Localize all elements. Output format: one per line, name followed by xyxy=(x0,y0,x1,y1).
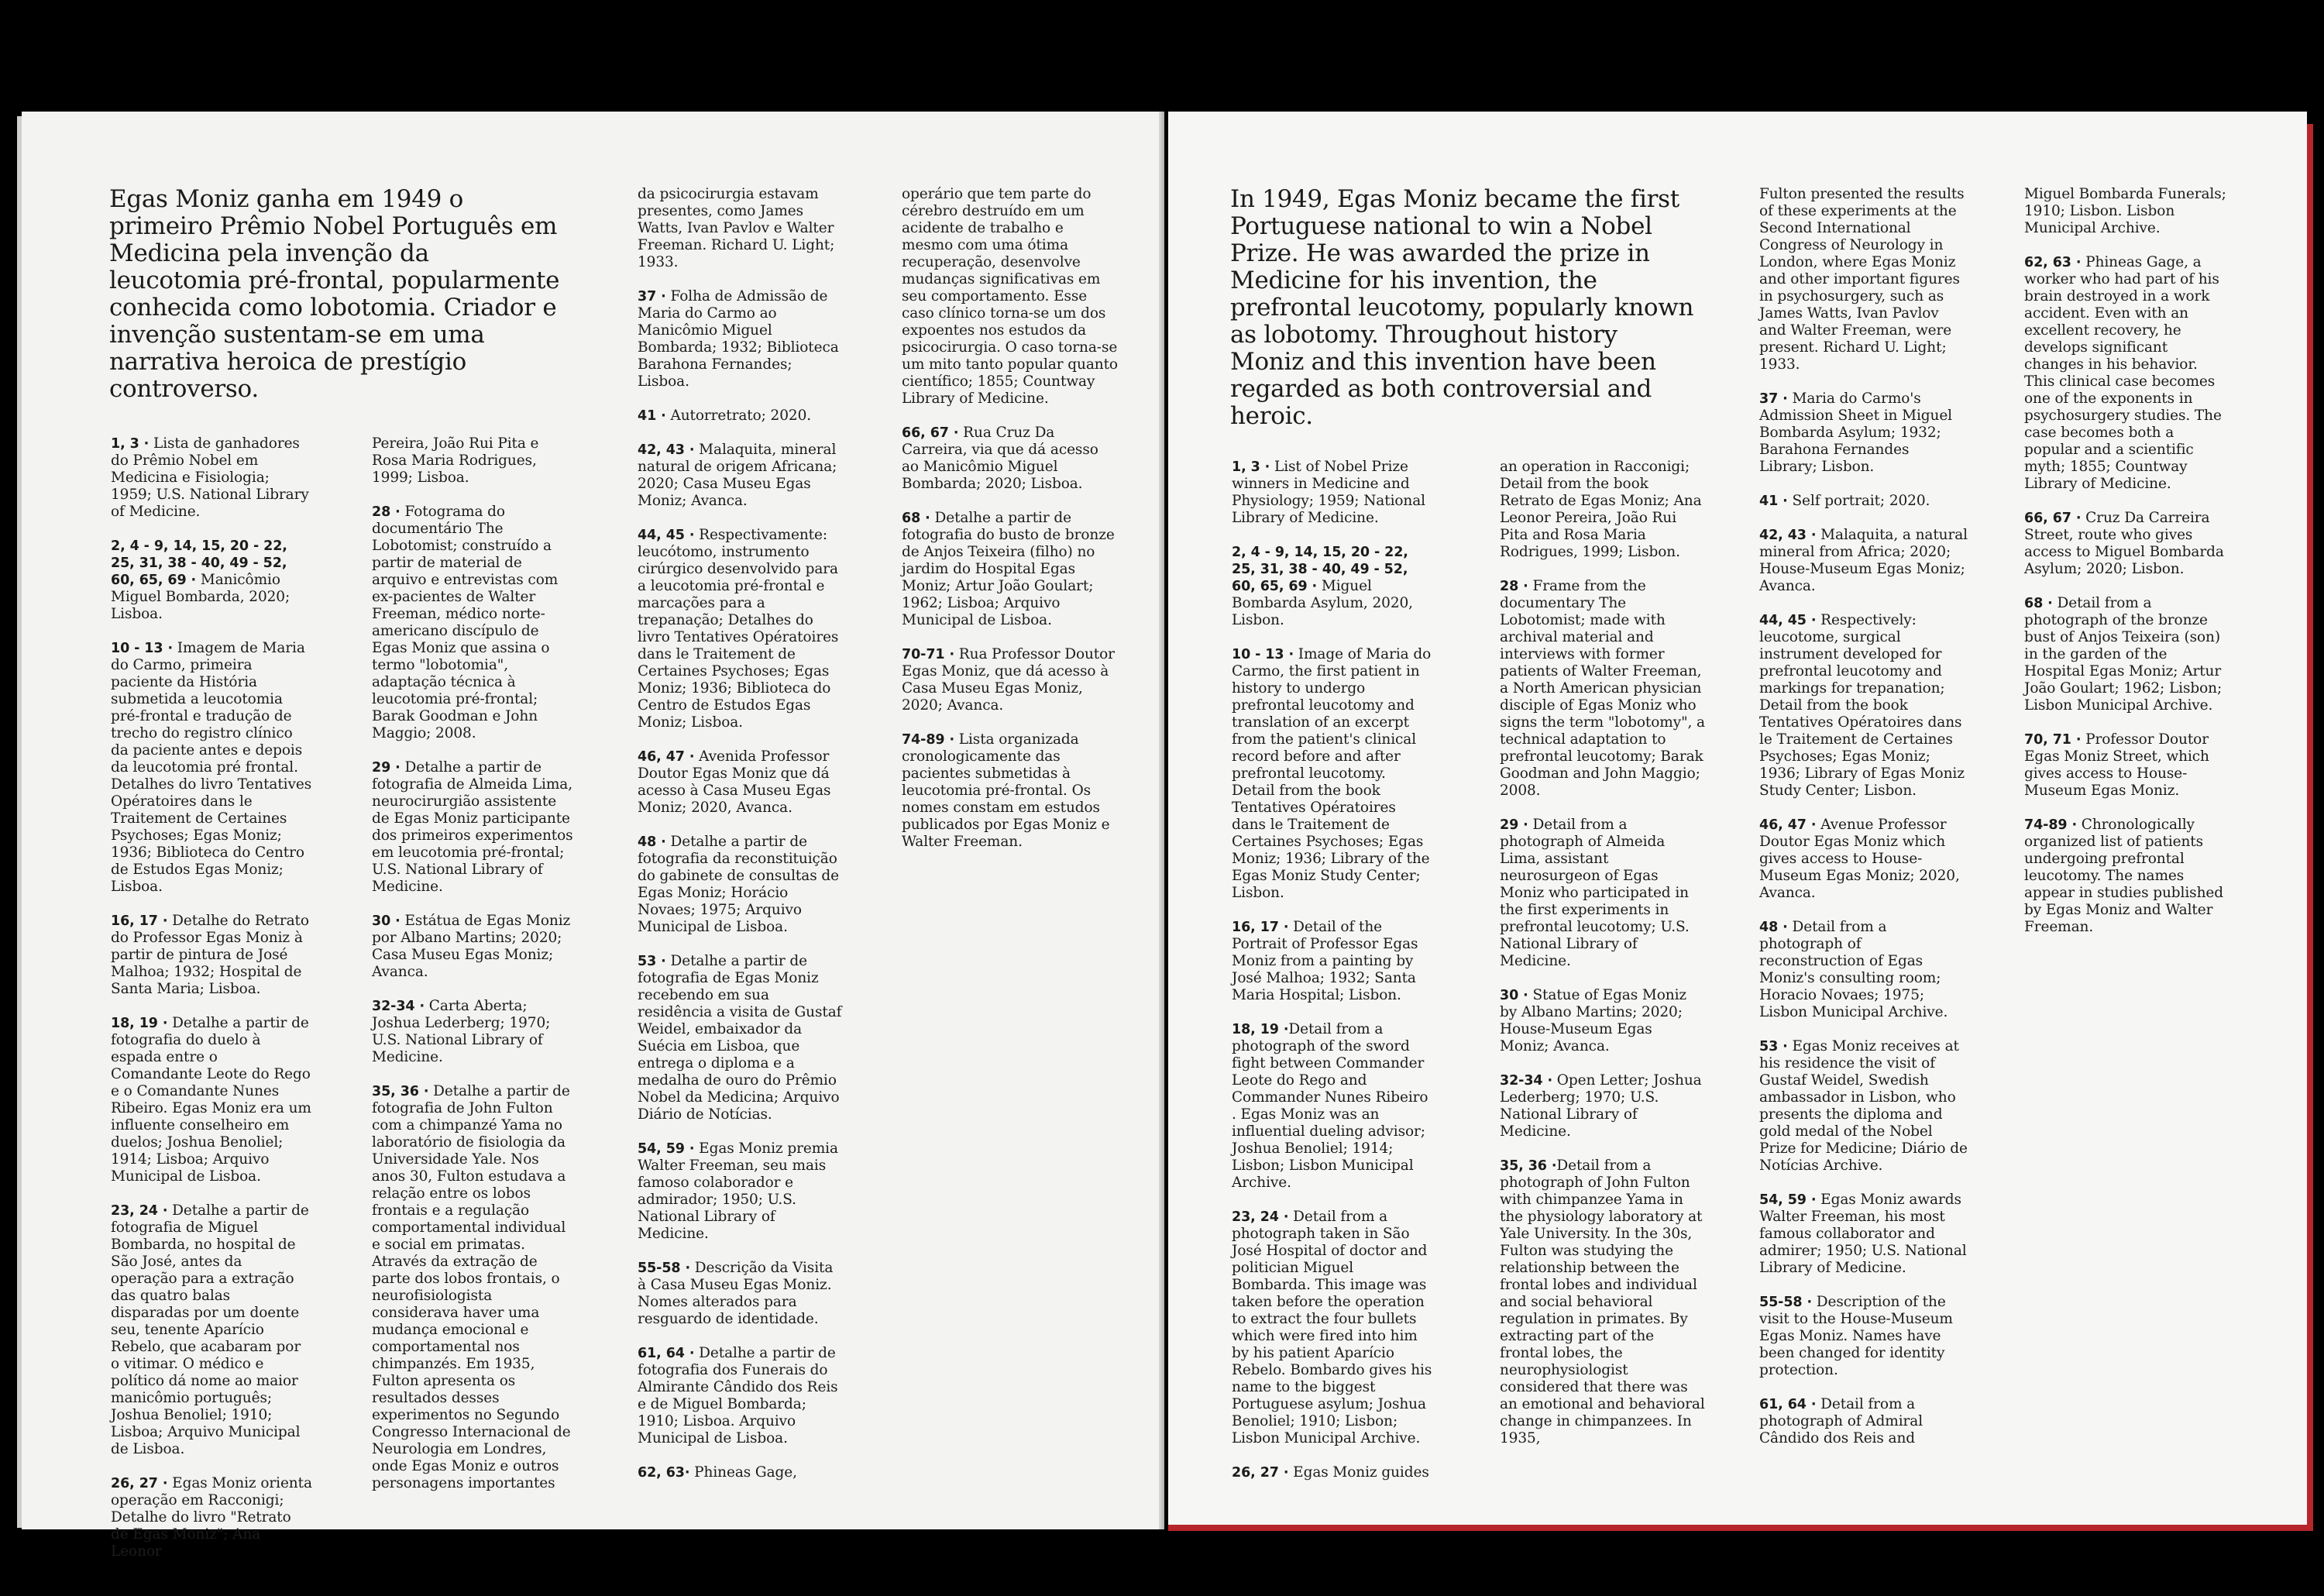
caption-entry xyxy=(638,1464,845,1481)
caption-entry xyxy=(1759,1294,1968,1379)
caption-ref-numbers: 2, 4 - 9, 14, 15, 20 - 22, 25, 31, 38 - 40, 49 - 52, 60, 65, 69 · xyxy=(111,538,287,588)
caption-entry xyxy=(372,1083,573,1492)
caption-ref-numbers: 28 · xyxy=(372,504,401,520)
caption-ref-numbers: 16, 17 · xyxy=(111,913,168,929)
caption-entry xyxy=(638,442,845,510)
caption-ref-numbers: 1, 3 · xyxy=(111,436,150,452)
caption-text: Detalhe a partir de fotografia de Almeida Lima, neurocirurgião assistente de Egas Moniz participante dos primeiros experimentos em leucotomia pré-frontal; U.S. National Library of Medicine. xyxy=(372,759,573,895)
caption-ref-numbers: 44, 45 · xyxy=(638,528,695,543)
caption-entry xyxy=(1232,1209,1433,1447)
caption-entry xyxy=(1759,186,1968,373)
caption-text: Pereira, João Rui Pita e Rosa Maria Rodrigues, 1999; Lisboa. xyxy=(372,435,539,486)
caption-entry xyxy=(1759,493,1968,510)
caption-ref-numbers: 53 · xyxy=(638,954,666,969)
caption-text: Avenida Professor Doutor Egas Moniz que dá acesso à Casa Museu Egas Moniz; 2020, Avanca. xyxy=(638,748,831,816)
caption-text: Detail from a photograph of the bronze bust of Anjos Teixeira (son) in the garden of the Hospital Egas Moniz; Artur João Goulart; 1962; Lisbon; Lisbon Municipal Archive. xyxy=(2024,595,2223,714)
intro-heading-pt: Egas Moniz ganha em 1949 o primeiro Prêmio Nobel Português em Medicina pela invenção da leucotomia pré-frontal, popularmente conhecida como lobotomia. Criador e invenção sustentam-se em uma narrativa heroica de prestígio controverso. xyxy=(109,185,560,403)
caption-entry xyxy=(2024,731,2229,800)
caption-entry xyxy=(1232,646,1433,902)
caption-text: Phineas Gage, a worker who had part of his brain destroyed in a work accident. Even with an excellent recovery, he develops significant changes in his behavior. This clinical case becomes one of the exponents in psychosurgery studies. The case becomes both a popular and a scientific myth; 1855; Countway Library of Medicine. xyxy=(2024,254,2222,492)
caption-entry xyxy=(2024,595,2229,714)
caption-text: Descrição da Visita à Casa Museu Egas Moniz. Nomes alterados para resguardo de identidade. xyxy=(638,1260,834,1327)
caption-ref-numbers: 29 · xyxy=(1500,817,1528,833)
caption-entry xyxy=(1232,1464,1433,1481)
caption-ref-numbers: 23, 24 · xyxy=(1232,1209,1289,1225)
caption-text: Detail from a photograph of Almeida Lima, assistant neurosurgeon of Egas Moniz who participated in the first experiments in prefrontal leucotomy; U.S. National Library of Medicine. xyxy=(1500,817,1690,969)
caption-entry xyxy=(638,186,845,271)
caption-entry xyxy=(111,1475,312,1560)
caption-column-4 xyxy=(2024,186,2229,953)
caption-ref-numbers: 54, 59 · xyxy=(638,1141,695,1157)
caption-ref-numbers: 46, 47 · xyxy=(638,749,695,765)
right-page xyxy=(1168,112,2307,1529)
caption-ref-numbers: 10 - 13 · xyxy=(111,641,173,656)
caption-entry xyxy=(902,731,1119,851)
caption-entry xyxy=(111,1015,312,1185)
caption-ref-numbers: 68 · xyxy=(2024,596,2053,611)
caption-entry xyxy=(372,998,573,1066)
caption-text: Imagem de Maria do Carmo, primeira paciente da História submetida a leucotomia pré-frontal e tradução de trecho do registro clínico da paciente antes e depois da leucotomia pré frontal. Detalhes do livro Tentatives Opératoires dans le Traitement de Certaines Psychoses; Egas Moniz; 1936; Biblioteca do Centro de Estudos Egas Moniz; Lisboa. xyxy=(111,640,312,895)
caption-ref-numbers: 29 · xyxy=(372,760,401,776)
caption-entry xyxy=(372,759,573,896)
caption-entry xyxy=(1232,1021,1433,1192)
caption-ref-numbers: 30 · xyxy=(372,913,401,929)
caption-ref-numbers: 48 · xyxy=(638,834,666,850)
caption-column-1 xyxy=(1232,459,1433,1498)
caption-text: Autorretrato; 2020. xyxy=(665,408,812,424)
caption-ref-numbers: 30 · xyxy=(1500,988,1528,1003)
caption-entry xyxy=(638,1345,845,1447)
caption-ref-numbers: 61, 64 · xyxy=(638,1346,695,1361)
caption-text: Egas Moniz guides xyxy=(1288,1464,1429,1481)
caption-entry xyxy=(1500,459,1705,561)
caption-text: Phineas Gage, xyxy=(689,1464,797,1481)
caption-entry xyxy=(2024,510,2229,578)
caption-ref-numbers: 70, 71 · xyxy=(2024,732,2082,748)
caption-entry xyxy=(111,640,312,896)
caption-text: Estátua de Egas Moniz por Albano Martins; 2020; Casa Museu Egas Moniz; Avanca. xyxy=(372,913,571,980)
caption-entry xyxy=(638,953,845,1123)
left-page xyxy=(22,112,1164,1560)
caption-ref-numbers: 35, 36 · xyxy=(372,1084,429,1099)
caption-ref-numbers: 61, 64 · xyxy=(1759,1397,1817,1412)
caption-text: Respectivamente: leucótomo, instrumento cirúrgico desenvolvido para a leucotomia pré-frontal e marcações para a trepanação; Detalhes do livro Tentatives Opératoires dans le Traitement de Certaines Psychoses; Egas Moniz; 1936; Biblioteca do Centro de Estudos Egas Moniz; Lisboa. xyxy=(638,527,839,731)
caption-text: Detail from a photograph taken in São José Hospital of doctor and politician Miguel Bombarda. This image was taken before the operation to extract the four bullets which were fired into him by his patient Aparício Rebelo. Bombardo gives his name to the biggest Portuguese asylum; Joshua Benoliel; 1910; Lisbon; Lisbon Municipal Archive. xyxy=(1232,1209,1432,1446)
caption-ref-numbers: 70-71 · xyxy=(902,647,955,662)
caption-ref-numbers: 41 · xyxy=(638,408,666,424)
caption-text: Egas Moniz awards Walter Freeman, his most famous collaborator and admirer; 1950; U.S. National Library of Medicine. xyxy=(1759,1192,1967,1276)
caption-text: Detalhe a partir de fotografia de John Fulton com a chimpanzé Yama no laboratório de fisiologia da Universidade Yale. Nos anos 30, Fulton estudava a relação entre os lobos frontais e a regulação comportamental individual e social em primatas. Através da extração de parte dos lobos frontais, o neurofisiologista considerava haver uma mudança emocional e comportamental nos chimpanzés. Em 1935, Fulton apresenta os resultados desses experimentos no Segundo Congresso Internacional de Neurologia em Londres, onde Egas Moniz e outros personagens importantes xyxy=(372,1083,571,1491)
caption-text: an operation in Racconigi; Detail from the book Retrato de Egas Moniz; Ana Leonor Pereira, João Rui Pita and Rosa Maria Rodrigues, 1999; Lisbon. xyxy=(1500,459,1702,560)
caption-text: Frame from the documentary The Lobotomist; made with archival material and interviews with former patients of Walter Freeman, a North American physician disciple of Egas Moniz who signs the term "lobotomy", a technical adaptation to prefrontal leucotomy; Barak Goodman and John Maggio; 2008. xyxy=(1500,578,1705,799)
caption-ref-numbers: 74-89 · xyxy=(902,732,955,748)
caption-ref-numbers: 18, 19 · xyxy=(111,1016,168,1031)
caption-entry xyxy=(1232,919,1433,1004)
caption-column-4 xyxy=(902,186,1119,868)
caption-entry xyxy=(1759,612,1968,800)
caption-text: Carta Aberta; Joshua Lederberg; 1970; U.S. National Library of Medicine. xyxy=(372,998,551,1065)
caption-text: Chronologically organized list of patients undergoing prefrontal leucotomy. The names appear in studies published by Egas Moniz and Walter Freeman. xyxy=(2024,817,2223,935)
caption-entry xyxy=(1759,1192,1968,1277)
caption-text: Open Letter; Joshua Lederberg; 1970; U.S. National Library of Medicine. xyxy=(1500,1072,1702,1140)
caption-entry xyxy=(1759,919,1968,1021)
caption-text: Detail from a photograph of John Fulton with chimpanzee Yama in the physiology laboratory at Yale University. In the 30s, Fulton was studying the relationship between the frontal lobes and individual and social behavioral regulation in primates. By extracting part of the frontal lobes, the neurophysiologist considered that there was an emotional and behavioral change in chimpanzees. In 1935, xyxy=(1500,1157,1705,1446)
caption-text: Rua Cruz Da Carreira, via que dá acesso ao Manicômio Miguel Bombarda; 2020; Lisboa. xyxy=(902,425,1098,492)
caption-ref-numbers: 35, 36 · xyxy=(1500,1158,1557,1174)
caption-text: Malaquita, mineral natural de origem Africana; 2020; Casa Museu Egas Moniz; Avanca. xyxy=(638,442,837,509)
caption-ref-numbers: 10 - 13 · xyxy=(1232,647,1294,662)
caption-text: Cruz Da Carreira Street, route who gives access to Miguel Bombarda Asylum; 2020; Lisbon. xyxy=(2024,510,2224,577)
caption-text: Detalhe a partir de fotografia de Miguel Bombarda, no hospital de São José, antes da operação para a extração das quatro balas disparadas por um doente seu, tenente Aparício Rebelo, que acabaram por o vitimar. O médico e político dá nome ao maior manicômio português; Joshua Benoliel; 1910; Lisboa; Arquivo Municipal de Lisboa. xyxy=(111,1202,309,1457)
caption-ref-numbers: 66, 67 · xyxy=(902,425,959,441)
caption-entry xyxy=(2024,254,2229,493)
caption-column-3 xyxy=(638,186,845,1498)
caption-text: Detail from a photograph of Admiral Cândido dos Reis and xyxy=(1759,1396,1923,1446)
caption-text: Detalhe do Retrato do Professor Egas Moniz à partir de pintura de José Malhoa; 1932; Hospital de Santa Maria; Lisboa. xyxy=(111,913,309,997)
caption-entry xyxy=(1500,987,1705,1055)
caption-entry xyxy=(372,504,573,742)
caption-ref-numbers: 42, 43 · xyxy=(1759,528,1817,543)
caption-text: List of Nobel Prize winners in Medicine and Physiology; 1959; National Library of Medicine. xyxy=(1232,459,1425,526)
caption-entry xyxy=(1759,817,1968,902)
caption-text: Detail from a photograph of the sword fight between Commander Leote do Rego and Commander Nunes Ribeiro . Egas Moniz was an influential dueling advisor; Joshua Benoliel; 1914; Lisbon; Lisbon Municipal Archive. xyxy=(1232,1021,1428,1191)
caption-text: Detail of the Portrait of Professor Egas Moniz from a painting by José Malhoa; 1932; Santa Maria Hospital; Lisbon. xyxy=(1232,919,1418,1003)
caption-ref-numbers: 32-34 · xyxy=(1500,1073,1553,1089)
caption-entry xyxy=(902,425,1119,493)
caption-text: Detail from a photograph of reconstruction of Egas Moniz's consulting room; Horacio Novaes; 1975; Lisbon Municipal Archive. xyxy=(1759,919,1948,1020)
caption-entry xyxy=(111,913,312,998)
caption-entry xyxy=(1232,544,1433,629)
caption-text: Image of Maria do Carmo, the first patient in history to undergo prefrontal leucotomy and translation of an excerpt from the patient's clinical record before and after prefrontal leucotomy. Detail from the book Tentatives Opératoires dans le Traitement de Certaines Psychoses; Egas Moniz; 1936; Library of the Egas Moniz Study Center; Lisbon. xyxy=(1232,646,1432,901)
caption-ref-numbers: 2, 4 - 9, 14, 15, 20 - 22, 25, 31, 38 - 40, 49 - 52, 60, 65, 69 · xyxy=(1232,545,1408,594)
caption-ref-numbers: 16, 17 · xyxy=(1232,920,1289,935)
caption-entry xyxy=(2024,186,2229,237)
caption-entry xyxy=(1500,1157,1705,1447)
caption-text: Statue of Egas Moniz by Albano Martins; 2020; House-Museum Egas Moniz; Avanca. xyxy=(1500,987,1687,1054)
caption-ref-numbers: 37 · xyxy=(638,289,666,304)
book-cover-edge-bottom xyxy=(1168,1525,2313,1531)
caption-column-1 xyxy=(111,435,312,1577)
caption-ref-numbers: 62, 63· xyxy=(638,1465,690,1481)
caption-ref-numbers: 1, 3 · xyxy=(1232,459,1270,475)
caption-entry xyxy=(111,435,312,521)
caption-entry xyxy=(1759,1038,1968,1175)
caption-ref-numbers: 62, 63 · xyxy=(2024,255,2082,270)
caption-ref-numbers: 55-58 · xyxy=(638,1261,691,1276)
caption-entry xyxy=(1759,390,1968,476)
caption-ref-numbers: 74-89 · xyxy=(2024,817,2078,833)
caption-entry xyxy=(638,834,845,936)
caption-entry xyxy=(1500,1072,1705,1140)
caption-ref-numbers: 18, 19 · xyxy=(1232,1022,1289,1037)
caption-entry xyxy=(1759,1396,1968,1447)
caption-column-2 xyxy=(1500,459,1705,1464)
caption-text: Manicômio Miguel Bombarda, 2020; Lisboa. xyxy=(111,572,290,622)
caption-entry xyxy=(638,527,845,731)
caption-text: Professor Doutor Egas Moniz Street, which gives access to House-Museum Egas Moniz. xyxy=(2024,731,2209,799)
caption-entry xyxy=(902,186,1119,408)
caption-text: Detalhe a partir de fotografia dos Funerais do Almirante Cândido dos Reis e de Miguel Bombarda; 1910; Lisboa. Arquivo Municipal de Lisboa. xyxy=(638,1345,838,1446)
caption-entry xyxy=(902,510,1119,629)
caption-entry xyxy=(1500,817,1705,970)
caption-text: Miguel Bombarda Funerals; 1910; Lisbon. Lisbon Municipal Archive. xyxy=(2024,186,2226,236)
book-cover-edge-right xyxy=(2307,124,2313,1528)
caption-ref-numbers: 41 · xyxy=(1759,494,1788,509)
caption-text: Lista de ganhadores do Prêmio Nobel em Medicina e Fisiologia; 1959; U.S. National Library of Medicine. xyxy=(111,435,309,520)
caption-column-3 xyxy=(1759,186,1968,1464)
caption-ref-numbers: 42, 43 · xyxy=(638,442,695,458)
caption-text: operário que tem parte do cérebro destruído em um acidente de trabalho e mesmo com uma ótima recuperação, desenvolve mudanças significativas em seu comportamento. Esse caso clínico torna-se um dos expoentes nos estudos da psicocirurgia. O caso torna-se um mito tanto popular quanto científico; 1855; Countway Library of Medicine. xyxy=(902,186,1118,407)
caption-text: Fotograma do documentário The Lobotomist; construído a partir de material de arquivo e entrevistas com ex-pacientes de Walter Freeman, médico norte-americano discípulo de Egas Moniz que assina o termo "lobotomia", adaptação técnica à leucotomia pré-frontal; Barak Goodman e John Maggio; 2008. xyxy=(372,504,559,741)
caption-ref-numbers: 32-34 · xyxy=(372,999,425,1014)
caption-ref-numbers: 66, 67 · xyxy=(2024,511,2082,526)
caption-ref-numbers: 68 · xyxy=(902,511,930,526)
caption-ref-numbers: 23, 24 · xyxy=(111,1203,168,1219)
caption-text: Folha de Admissão de Maria do Carmo ao Manicômio Miguel Bombarda; 1932; Biblioteca Barahona Fernandes; Lisboa. xyxy=(638,288,839,390)
caption-text: da psicocirurgia estavam presentes, como James Watts, Ivan Pavlov e Walter Freeman. Richard U. Light; 1933. xyxy=(638,186,835,270)
caption-ref-numbers: 44, 45 · xyxy=(1759,613,1817,628)
caption-column-2 xyxy=(372,435,573,1509)
caption-text: Egas Moniz premia Walter Freeman, seu mais famoso colaborador e admirador; 1950; U.S. National Library of Medicine. xyxy=(638,1140,838,1242)
caption-entry xyxy=(1759,527,1968,595)
caption-ref-numbers: 26, 27 · xyxy=(1232,1465,1289,1481)
caption-text: Rua Professor Doutor Egas Moniz, que dá acesso à Casa Museu Egas Moniz, 2020; Avanca. xyxy=(902,646,1115,714)
caption-entry xyxy=(638,1140,845,1243)
caption-ref-numbers: 55-58 · xyxy=(1759,1295,1813,1310)
caption-entry xyxy=(111,1202,312,1458)
caption-entry xyxy=(902,646,1119,714)
caption-entry xyxy=(638,408,845,425)
intro-heading-en: In 1949, Egas Moniz became the first Portuguese national to win a Nobel Prize. He was awarded the prize in Medicine for his invention, the prefrontal leucotomy, popularly known as lobotomy. Throughout history Moniz and this invention have been regarded as both controversial and heroic. xyxy=(1230,185,1694,430)
caption-ref-numbers: 46, 47 · xyxy=(1759,817,1817,833)
caption-text: Detalhe a partir de fotografia da reconstituição do gabinete de consultas de Egas Moniz; Horácio Novaes; 1975; Arquivo Municipal de Lisboa. xyxy=(638,834,839,935)
caption-text: Self portrait; 2020. xyxy=(1787,493,1930,509)
caption-entry xyxy=(372,913,573,981)
caption-text: Description of the visit to the House-Museum Egas Moniz. Names have been changed for identity protection. xyxy=(1759,1294,1953,1378)
caption-text: Detalhe a partir de fotografia de Egas Moniz recebendo em sua residência a visita de Gustaf Weidel, embaixador da Suécia em Lisboa, que entrega o diploma e a medalha de ouro do Prêmio Nobel da Medicina; Arquivo Diário de Notícias. xyxy=(638,953,842,1123)
caption-ref-numbers: 48 · xyxy=(1759,920,1788,935)
caption-entry xyxy=(111,538,312,623)
caption-text: Detalhe a partir de fotografia do duelo à espada entre o Comandante Leote do Rego e o Comandante Nunes Ribeiro. Egas Moniz era um influente conselheiro em duelos; Joshua Benoliel; 1914; Lisboa; Arquivo Municipal de Lisboa. xyxy=(111,1015,311,1185)
caption-ref-numbers: 54, 59 · xyxy=(1759,1192,1817,1208)
caption-text: Fulton presented the results of these experiments at the Second International Congress of Neurology in London, where Egas Moniz and other important figures in psychosurgery, such as James Watts, Ivan Pavlov and Walter Freeman, were present. Richard U. Light; 1933. xyxy=(1759,186,1965,373)
caption-entry xyxy=(1500,578,1705,800)
caption-ref-numbers: 28 · xyxy=(1500,579,1528,594)
caption-ref-numbers: 37 · xyxy=(1759,391,1788,407)
caption-text: Maria do Carmo's Admission Sheet in Miguel Bombarda Asylum; 1932; Barahona Fernandes Library; Lisbon. xyxy=(1759,390,1952,475)
caption-text: Respectively: leucotome, surgical instrument developed for prefrontal leucotomy and markings for trepanation; Detail from the book Tentatives Opératoires dans le Traitement de Certaines Psychoses; Egas Moniz; 1936; Library of Egas Moniz Study Center; Lisbon. xyxy=(1759,612,1965,799)
caption-text: Egas Moniz orienta operação em Racconigi; Detalhe do livro "Retrato de Egas Moniz"; Ana Leonor xyxy=(111,1475,312,1560)
caption-ref-numbers: 53 · xyxy=(1759,1039,1788,1054)
caption-text: Detalhe a partir de fotografia do busto de bronze de Anjos Teixeira (filho) no jardim do Hospital Egas Moniz; Artur João Goulart; 1962; Lisboa; Arquivo Municipal de Lisboa. xyxy=(902,510,1115,628)
caption-text: Malaquita, a natural mineral from Africa; 2020; House-Museum Egas Moniz; Avanca. xyxy=(1759,527,1968,594)
caption-entry xyxy=(2024,817,2229,936)
caption-entry xyxy=(638,1260,845,1328)
caption-text: Lista organizada cronologicamente das pacientes submetidas à leucotomia pré-frontal. Os nomes constam em estudos publicados por Egas Moniz e Walter Freeman. xyxy=(902,731,1110,850)
caption-text: Egas Moniz receives at his residence the visit of Gustaf Weidel, Swedish ambassador in Lisbon, who presents the diploma and gold medal of the Nobel Prize for Medicine; Diário de Notícias Archive. xyxy=(1759,1038,1968,1174)
caption-ref-numbers: 26, 27 · xyxy=(111,1476,168,1491)
caption-text: Avenue Professor Doutor Egas Moniz which gives access to House-Museum Egas Moniz; 2020, Avanca. xyxy=(1759,817,1960,901)
caption-entry xyxy=(372,435,573,487)
caption-entry xyxy=(1232,459,1433,527)
caption-text: Miguel Bombarda Asylum, 2020, Lisbon. xyxy=(1232,578,1413,628)
caption-entry xyxy=(638,748,845,817)
caption-entry xyxy=(638,288,845,390)
